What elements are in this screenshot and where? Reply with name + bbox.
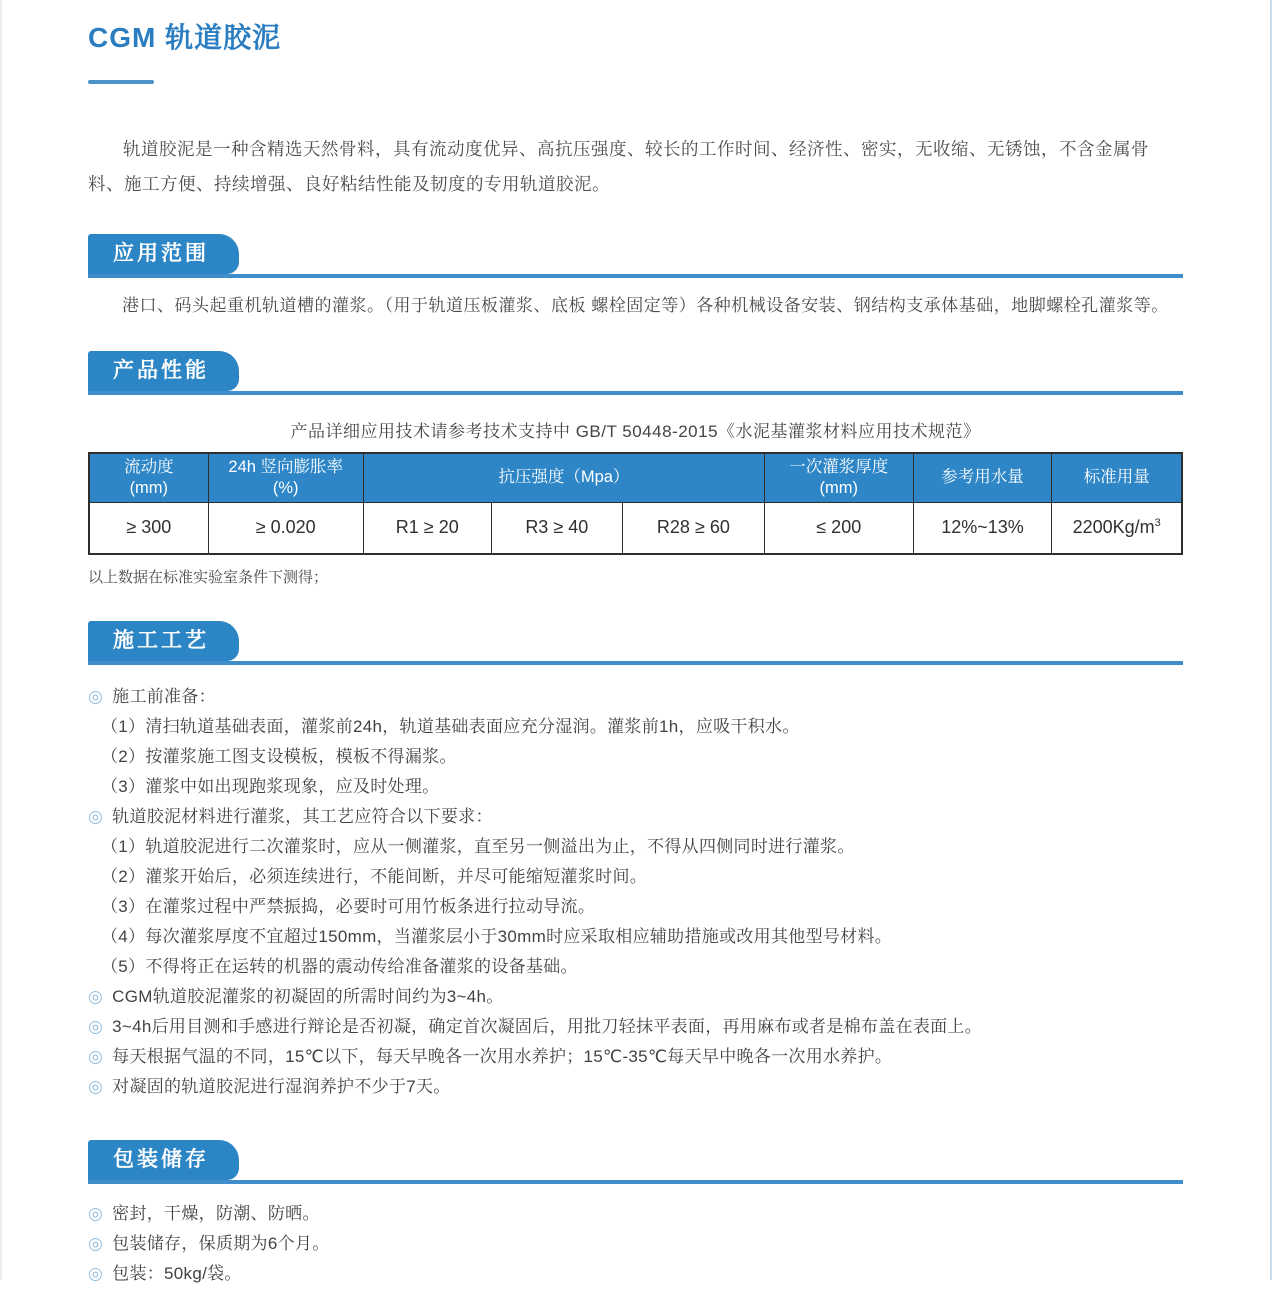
bullet-icon: ◎ xyxy=(88,1264,104,1283)
value-r28: R28 ≥ 60 xyxy=(622,502,764,554)
performance-table xyxy=(88,452,1183,555)
list-item-text: （3）在灌浆过程中严禁振捣，必要时可用竹板条进行拉动导流。 xyxy=(101,897,596,916)
bullet-icon: ◎ xyxy=(88,1047,104,1066)
bullet-icon: ◎ xyxy=(88,1017,104,1036)
list-item xyxy=(88,892,1183,922)
section-badge-application: 应用范围 xyxy=(88,234,239,274)
section-badge-construction: 施工工艺 xyxy=(88,621,239,661)
list-item xyxy=(88,682,1183,712)
value-water-amount: 12%~13% xyxy=(913,502,1052,554)
list-item-text: 密封，干燥，防潮、防晒。 xyxy=(112,1204,320,1223)
table-value-row xyxy=(89,502,1182,554)
col-header-expansion: 24h 竖向膨胀率 (%) xyxy=(208,453,363,502)
bullet-icon: ◎ xyxy=(88,1234,104,1253)
list-item-text: （4）每次灌浆厚度不宜超过150mm，当灌浆层小于30mm时应采取相应辅助措施或改用其他型号材料。 xyxy=(101,927,893,946)
list-item xyxy=(88,862,1183,892)
construction-list xyxy=(88,682,1183,1102)
col-header-flowability: 流动度 (mm) xyxy=(89,453,208,502)
list-item-text: 3~4h后用目测和手感进行辩论是否初凝，确定首次凝固后，用批刀轻抹平表面，再用麻布或者是棉布盖在表面上。 xyxy=(112,1017,983,1036)
table-header-row xyxy=(89,453,1182,502)
value-r1: R1 ≥ 20 xyxy=(363,502,491,554)
col-header-compressive-strength: 抗压强度（Mpa） xyxy=(363,453,764,502)
value-flowability: ≥ 300 xyxy=(89,502,208,554)
list-item-text: （2）灌浆开始后，必须连续进行，不能间断，并尽可能缩短灌浆时间。 xyxy=(101,867,648,886)
title-underline xyxy=(88,80,154,84)
list-item-text: 施工前准备： xyxy=(112,687,216,706)
section-header-packaging xyxy=(88,1140,1183,1184)
bullet-icon: ◎ xyxy=(88,1077,104,1096)
list-item xyxy=(88,1259,1183,1289)
bullet-icon: ◎ xyxy=(88,807,104,826)
list-item-text: 对凝固的轨道胶泥进行湿润养护不少于7天。 xyxy=(112,1077,451,1096)
list-item xyxy=(88,1199,1183,1229)
list-item xyxy=(88,802,1183,832)
value-expansion: ≥ 0.020 xyxy=(208,502,363,554)
list-item-text: （2）按灌浆施工图支设模板，模板不得漏浆。 xyxy=(101,747,457,766)
list-item xyxy=(88,952,1183,982)
page-title: CGM 轨道胶泥 xyxy=(88,22,282,53)
list-item-text: 包装储存，保质期为6个月。 xyxy=(112,1234,330,1253)
value-grout-thickness: ≤ 200 xyxy=(764,502,913,554)
list-item xyxy=(88,922,1183,952)
list-item-text: （3）灌浆中如出现跑浆现象，应及时处理。 xyxy=(101,777,440,796)
list-item xyxy=(88,1042,1183,1072)
section-header-construction xyxy=(88,621,1183,665)
list-item xyxy=(88,712,1183,742)
section-header-application xyxy=(88,234,1183,278)
list-item xyxy=(88,832,1183,862)
col-header-standard-usage: 标准用量 xyxy=(1052,453,1182,502)
list-item xyxy=(88,1229,1183,1259)
list-item-text: CGM轨道胶泥灌浆的初凝固的所需时间约为3~4h。 xyxy=(112,987,504,1006)
list-item-text: （1）清扫轨道基础表面，灌浆前24h，轨道基础表面应充分湿润。灌浆前1h，应吸干积水。 xyxy=(101,717,800,736)
col-header-grout-thickness: 一次灌浆厚度 (mm) xyxy=(764,453,913,502)
value-r3: R3 ≥ 40 xyxy=(491,502,622,554)
list-item-text: 每天根据气温的不同，15℃以下，每天早晚各一次用水养护；15℃-35℃每天早中晚各一次用水养护。 xyxy=(112,1047,893,1066)
bullet-icon: ◎ xyxy=(88,1204,104,1223)
table-footnote: 以上数据在标准实验室条件下测得； xyxy=(88,569,329,586)
bullet-icon: ◎ xyxy=(88,987,104,1006)
section-badge-packaging: 包装储存 xyxy=(88,1140,239,1180)
list-item xyxy=(88,982,1183,1012)
performance-note: 产品详细应用技术请参考技术支持中 GB/T 50448-2015《水泥基灌浆材料应用技术规范》 xyxy=(290,422,981,441)
list-item-text: 包装：50kg/袋。 xyxy=(112,1264,242,1283)
bullet-icon: ◎ xyxy=(88,687,104,706)
intro-paragraph: 轨道胶泥是一种含精选天然骨料，具有流动度优异、高抗压强度、较长的工作时间、经济性、密实，无收缩、无锈蚀，不含金属骨料、施工方便、持续增强、良好粘结性能及韧度的专用轨道胶泥。 xyxy=(88,139,1149,194)
list-item xyxy=(88,1072,1183,1102)
section-header-performance xyxy=(88,351,1183,395)
list-item-text: （1）轨道胶泥进行二次灌浆时，应从一侧灌浆，直至另一侧溢出为止，不得从四侧同时进行灌浆。 xyxy=(101,837,855,856)
list-item xyxy=(88,772,1183,802)
col-header-water-amount: 参考用水量 xyxy=(913,453,1052,502)
packaging-list xyxy=(88,1199,1183,1289)
value-standard-usage: $2200Kg/m^3$ xyxy=(1052,502,1182,554)
list-item-text: 轨道胶泥材料进行灌浆，其工艺应符合以下要求： xyxy=(112,807,493,826)
list-item-text: （5）不得将正在运转的机器的震动传给准备灌浆的设备基础。 xyxy=(101,957,578,976)
section-badge-performance: 产品性能 xyxy=(88,351,239,391)
list-item xyxy=(88,1012,1183,1042)
application-body: 港口、码头起重机轨道槽的灌浆。（用于轨道压板灌浆、底板 螺栓固定等）各种机械设备安装、钢结构支承体基础，地脚螺栓孔灌浆等。 xyxy=(122,296,1169,315)
list-item xyxy=(88,742,1183,772)
